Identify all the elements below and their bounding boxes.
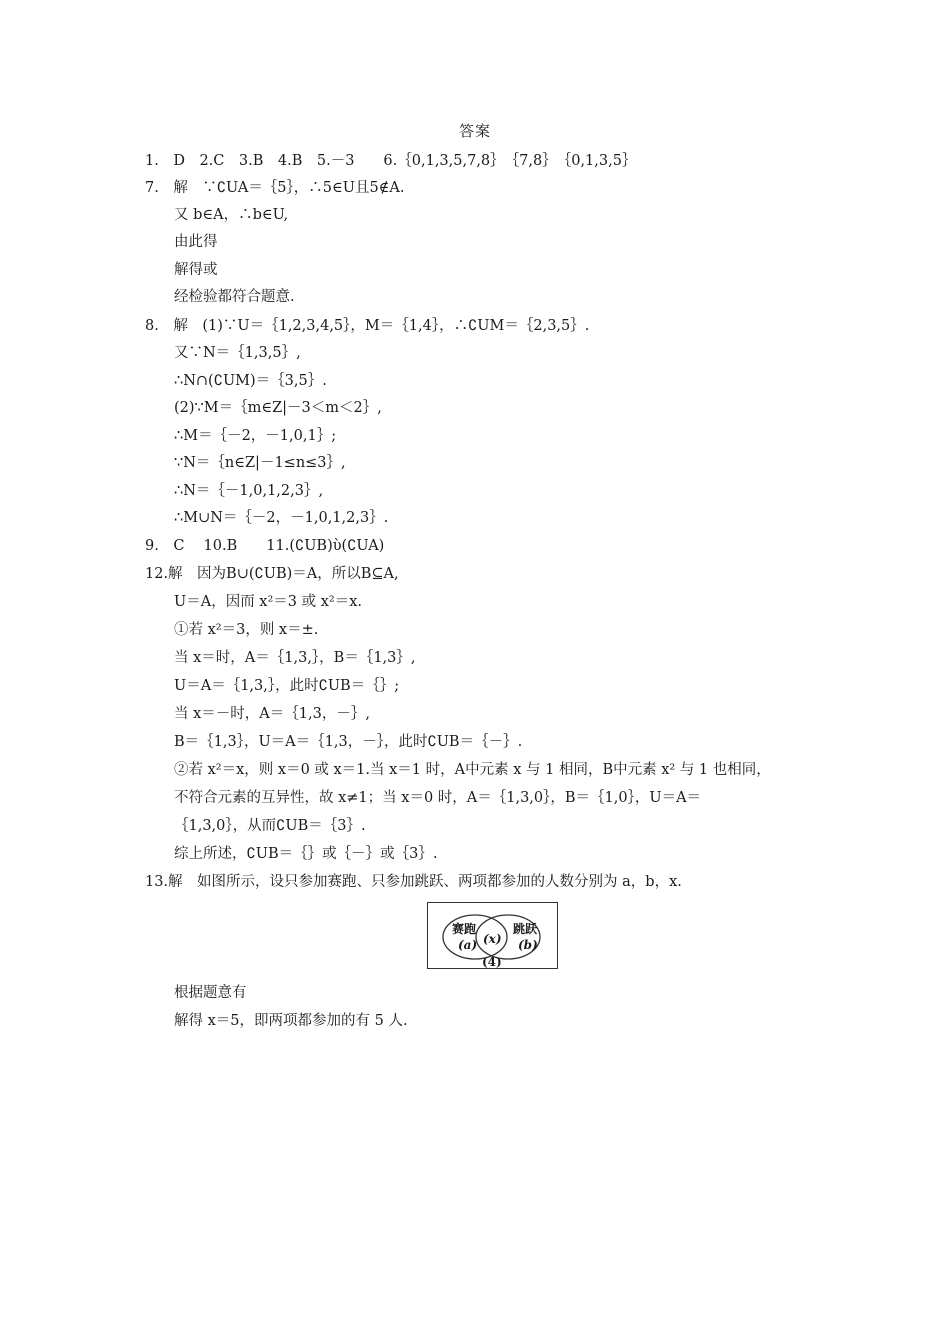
answer-line-13-b: 根据题意有 <box>174 985 247 1001</box>
answer-line-12-j: ｛1,3,0｝，从而∁UB＝｛3｝. <box>174 818 366 834</box>
answer-line-7: 7. 解 ∵∁UA＝｛5｝，∴5∈U且5∉A. <box>145 180 405 196</box>
answer-line-8-f: ∵N＝｛n∈Z|－1≤n≤3｝, <box>174 455 346 471</box>
answer-line-7-d: 解得或 <box>174 262 218 278</box>
venn-left-var: (a) <box>458 938 478 952</box>
answer-line-12-e: U＝A＝｛1,3,｝，此时∁UB＝｛｝; <box>174 678 400 694</box>
venn-right-label: 跳跃 <box>513 922 538 936</box>
answer-line-8-h: ∴M∪N＝｛－2，－1,0,1,2,3｝. <box>174 510 389 526</box>
answer-line-8-b: 又∵N＝｛1,3,5｝, <box>174 345 301 361</box>
answer-line-12-b: U＝A，因而 x²＝3 或 x²＝x. <box>174 594 363 610</box>
answer-line-12-k: 综上所述，∁UB＝｛｝或｛－｝或｛3｝. <box>174 846 438 862</box>
venn-diagram <box>427 902 558 969</box>
answer-line-9: 9. C 10.B 11.(∁UB)ὺ(∁UA) <box>145 538 385 554</box>
answer-line-8-e: ∴M＝｛－2，－1,0,1｝; <box>174 428 337 444</box>
answer-line-12-d: 当 x＝时，A＝｛1,3,｝，B＝｛1,3｝, <box>174 650 416 666</box>
venn-right-var: (b) <box>518 938 538 952</box>
answer-line-1: 1. D 2.C 3.B 4.B 5.－3 6.｛0,1,3,5,7,8｝ ｛7,8｝ ｛0,1,3,5｝ <box>145 153 637 169</box>
answer-line-8-c: ∴N∩(∁UM)＝｛3,5｝. <box>174 373 327 389</box>
venn-left-label: 赛跑 <box>452 922 477 936</box>
answer-line-12: 12.解 因为B∪(∁UB)＝A，所以B⊆A, <box>145 566 399 582</box>
answer-line-7-e: 经检验都符合题意. <box>174 289 295 305</box>
answer-line-8: 8. 解 (1)∵U＝｛1,2,3,4,5｝，M＝｛1,4｝，∴∁UM＝｛2,3,5｝. <box>145 318 590 334</box>
answer-line-12-c: ①若 x²＝3，则 x＝±. <box>174 622 319 638</box>
venn-center-var: (x) <box>483 932 502 946</box>
answer-line-7-b: 又 b∈A，∴b∈U, <box>174 207 289 223</box>
answer-line-12-h: ②若 x²＝x，则 x＝0 或 x＝1.当 x＝1 时，A中元素 x 与 1 相同，B中元素 x² 与 1 也相同， <box>174 762 771 778</box>
answer-line-13-c: 解得 x＝5，即两项都参加的有 5 人. <box>174 1013 408 1029</box>
answer-line-8-g: ∴N＝｛－1,0,1,2,3｝, <box>174 483 324 499</box>
answer-line-12-f: 当 x＝－时，A＝｛1,3，－｝, <box>174 706 370 722</box>
answer-line-8-d: (2)∵M＝｛m∈Z|－3＜m＜2｝, <box>174 400 382 416</box>
answer-line-13: 13.解 如图所示，设只参加赛跑、只参加跳跃、两项都参加的人数分别为 a，b，x. <box>145 874 682 890</box>
answer-line-12-g: B＝｛1,3｝，U＝A＝｛1,3，－｝，此时∁UB＝｛－｝. <box>174 734 523 750</box>
answer-line-12-i: 不符合元素的互异性，故 x≠1；当 x＝0 时，A＝｛1,3,0｝，B＝｛1,0｝，U＝A＝ <box>174 790 702 806</box>
venn-outside-var: (4) <box>482 955 502 969</box>
answer-line-7-c: 由此得 <box>174 234 218 250</box>
page-title: 答案 <box>458 122 491 140</box>
